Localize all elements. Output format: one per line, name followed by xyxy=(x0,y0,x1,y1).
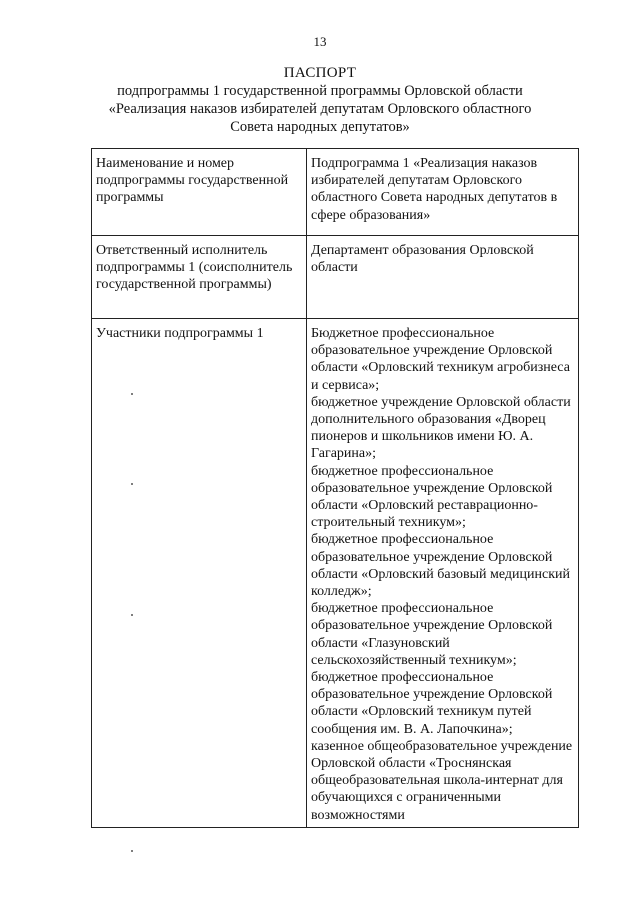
participant-item: бюджетное профессиональное образовательное учреждение Орловской области «Орловский техникум путей сообщения им. В. А. Лапочкина»; xyxy=(311,670,553,737)
participants-list xyxy=(307,319,579,828)
scan-speck xyxy=(131,850,133,852)
participant-item: бюджетное профессиональное образовательное учреждение Орловской области «Орловский базовый медицинский колледж»; xyxy=(311,532,571,600)
table-row xyxy=(92,149,579,236)
document-header xyxy=(60,64,580,136)
document-title: ПАСПОРТ xyxy=(283,65,357,81)
row-label: Участники подпрограммы 1 xyxy=(92,319,307,828)
scan-speck xyxy=(131,483,133,485)
page-number: 13 xyxy=(313,34,327,49)
participant-item: бюджетное профессиональное образовательное учреждение Орловской области «Глазуновский сельскохозяйственный техникум»; xyxy=(311,601,553,668)
header-line-1: подпрограммы 1 государственной программы Орловской области xyxy=(117,83,523,99)
table-row xyxy=(92,236,579,319)
passport-table xyxy=(91,148,579,828)
table-row xyxy=(92,319,579,828)
row-value: Подпрограмма 1 «Реализация наказов избирателей депутатам Орловского областного Совета народных депутатов в сфере образования» xyxy=(307,149,579,236)
participant-item: бюджетное профессиональное образовательное учреждение Орловской области «Орловский реставрационно-строительный техникум»; xyxy=(311,463,553,531)
participant-item: Бюджетное профессиональное образовательное учреждение Орловской области «Орловский техникум агробизнеса и сервиса»; xyxy=(311,326,570,393)
participant-item: бюджетное учреждение Орловской области дополнительного образования «Дворец пионеров и школьников имени Ю. А. Гагарина»; xyxy=(311,394,571,462)
row-value: Департамент образования Орловской области xyxy=(307,236,579,319)
header-line-2: «Реализация наказов избирателей депутатам Орловского областного xyxy=(108,101,532,117)
participant-item: казенное общеобразовательное учреждение Орловской области «Троснянская общеобразовательная школа-интернат для обучающихся с ограниченными возможностями xyxy=(311,738,573,823)
row-label: Ответственный исполнитель подпрограммы 1 (соисполнитель государственной программы) xyxy=(92,236,307,319)
scan-speck xyxy=(131,393,133,395)
header-line-3: Совета народных депутатов» xyxy=(230,119,410,135)
scan-speck xyxy=(131,614,133,616)
row-label: Наименование и номер подпрограммы государственной программы xyxy=(92,149,307,236)
